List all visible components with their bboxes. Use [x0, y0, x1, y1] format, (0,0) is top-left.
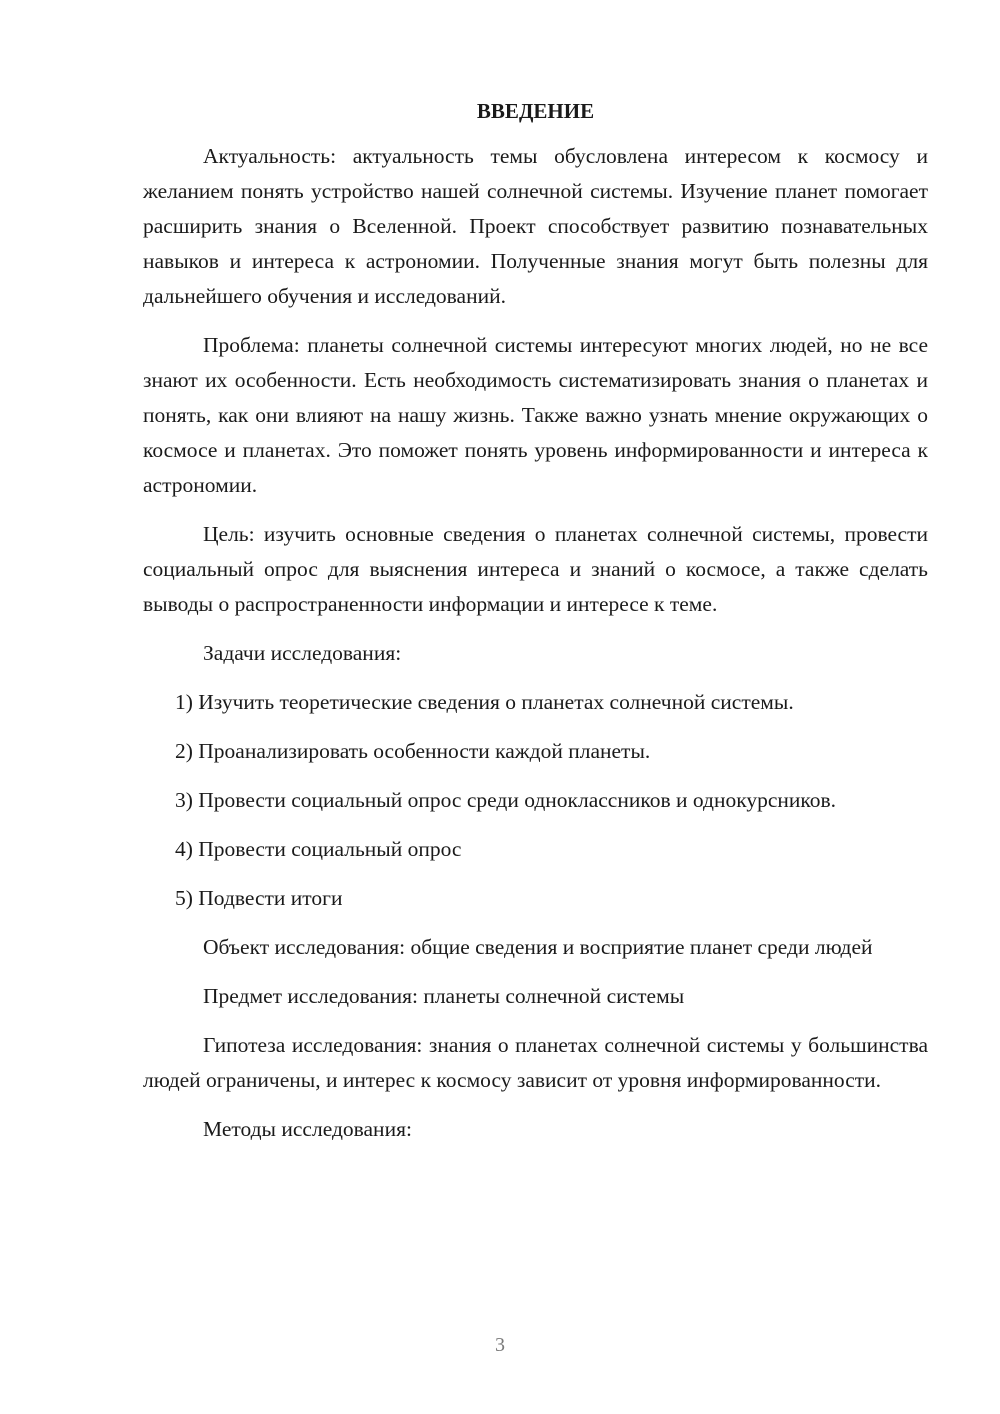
section-title: ВВЕДЕНИЕ: [476, 99, 595, 123]
paragraph-tasks-heading: Задачи исследования:: [203, 641, 402, 665]
page-number: 3: [495, 1334, 505, 1356]
task-item: 3) Провести социальный опрос среди одноклассников и однокурсников.: [175, 788, 837, 812]
task-item: 1) Изучить теоретические сведения о планетах солнечной системы.: [175, 690, 794, 714]
paragraph-problem: Проблема: планеты солнечной системы интересуют многих людей, но не все знают их особенности. Есть необходимость систематизировать знания о планетах и понять, как они влияют на нашу жизнь. Также важно узнать мнение окружающих о космосе и планетах. Это поможет понять уровень информированности и интереса к астрономии.: [143, 333, 928, 497]
paragraph-object: Объект исследования: общие сведения и восприятие планет среди людей: [203, 935, 873, 959]
task-item: 4) Провести социальный опрос: [175, 837, 462, 861]
paragraph-subject: Предмет исследования: планеты солнечной системы: [203, 984, 685, 1008]
page-content: [143, 96, 928, 1161]
paragraph-hypothesis: Гипотеза исследования: знания о планетах солнечной системы у большинства людей ограничены, и интерес к космосу зависит от уровня информированности.: [143, 1033, 928, 1092]
paragraph-methods: Методы исследования:: [203, 1117, 412, 1141]
paragraph-goal: Цель: изучить основные сведения о планетах солнечной системы, провести социальный опрос для выяснения интереса и знаний о космосе, а также сделать выводы о распространенности информации и интересе к теме.: [143, 522, 928, 616]
task-item: 2) Проанализировать особенности каждой планеты.: [175, 739, 651, 763]
task-item: 5) Подвести итоги: [175, 886, 343, 910]
paragraph-relevance: Актуальность: актуальность темы обусловлена интересом к космосу и желанием понять устройство нашей солнечной системы. Изучение планет помогает расширить знания о Вселенной. Проект способствует развитию познавательных навыков и интереса к астрономии. Полученные знания могут быть полезны для дальнейшего обучения и исследований.: [143, 144, 928, 308]
